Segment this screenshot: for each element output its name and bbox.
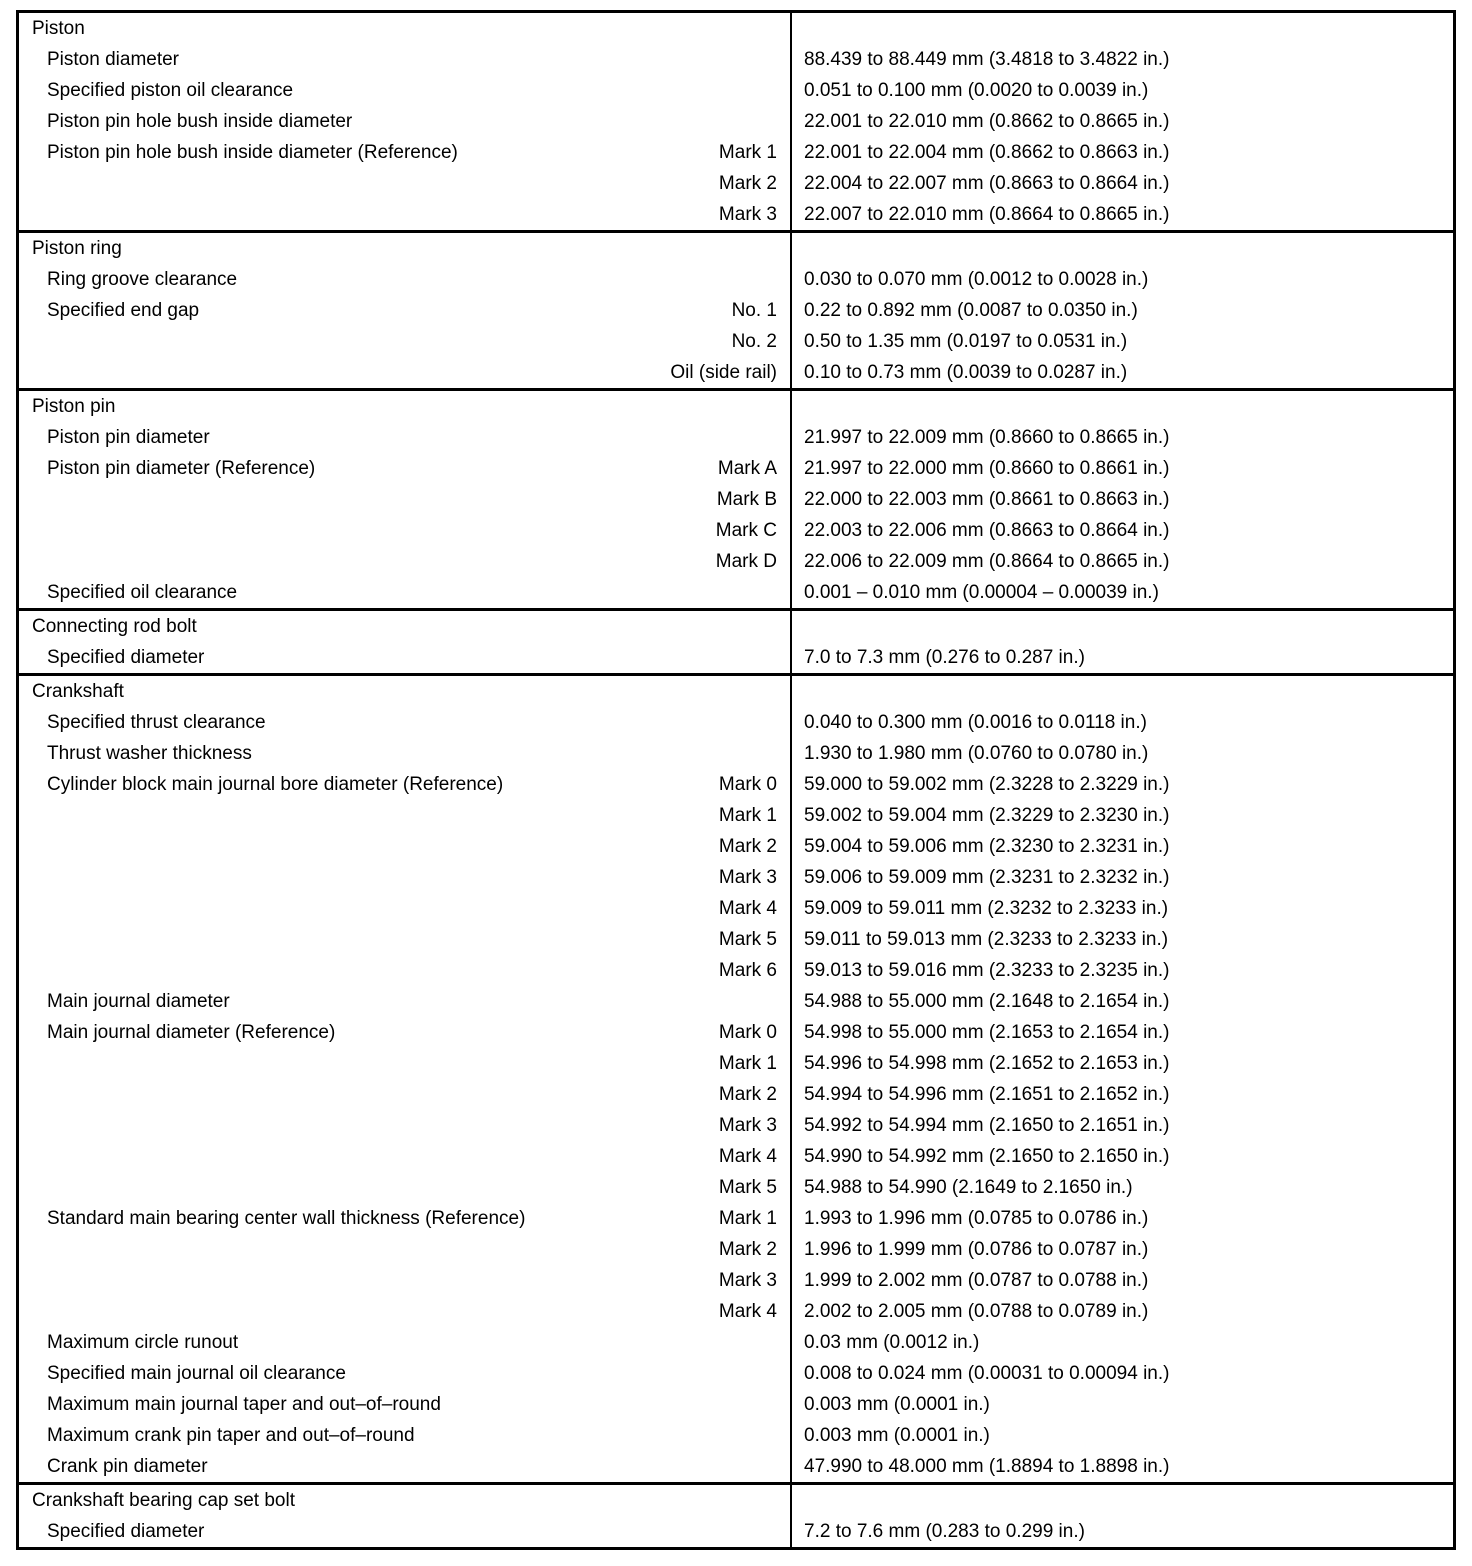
spec-row [19,1172,1453,1203]
mark-label: Mark 1 [718,1052,777,1074]
spec-item-cell [19,1451,790,1482]
spec-label: Crank pin diameter [47,1455,208,1477]
spec-item-cell [19,738,790,769]
spec-row [19,707,1453,738]
spec-item-cell [19,1485,790,1516]
spec-value-cell [790,1079,1453,1110]
spec-value-cell [790,13,1453,44]
spec-value: 1.993 to 1.996 mm (0.0785 to 0.0786 in.) [804,1207,1149,1229]
spec-value: 0.008 to 0.024 mm (0.00031 to 0.00094 in.) [804,1362,1170,1384]
spec-value: 1.999 to 2.002 mm (0.0787 to 0.0788 in.) [804,1269,1149,1291]
spec-value-cell [790,422,1453,453]
spec-value-cell [790,707,1453,738]
spec-value-cell [790,986,1453,1017]
spec-row [19,1203,1453,1234]
spec-item-cell [19,1017,790,1048]
mark-label: Mark 4 [718,897,777,919]
spec-row [19,1265,1453,1296]
spec-row [19,264,1453,295]
spec-value-cell [790,199,1453,230]
spec-value: 54.994 to 54.996 mm (2.1651 to 2.1652 in.) [804,1083,1170,1105]
spec-value: 59.004 to 59.006 mm (2.3230 to 2.3231 in.) [804,835,1170,857]
mark-label: Mark A [717,457,777,479]
spec-row [19,295,1453,326]
spec-item-cell [19,1110,790,1141]
spec-value-cell [790,893,1453,924]
spec-item-cell [19,75,790,106]
spec-value: 22.000 to 22.003 mm (0.8661 to 0.8663 in.) [804,488,1170,510]
spec-value-cell [790,1516,1453,1547]
spec-value: 0.10 to 0.73 mm (0.0039 to 0.0287 in.) [804,361,1128,383]
spec-value-cell [790,1203,1453,1234]
spec-row [19,769,1453,800]
spec-value: 0.001 – 0.010 mm (0.00004 – 0.00039 in.) [804,581,1159,603]
spec-value-cell [790,1327,1453,1358]
spec-item-cell [19,955,790,986]
spec-row [19,738,1453,769]
spec-value-cell [790,1420,1453,1451]
spec-item-cell [19,199,790,230]
spec-label: Maximum main journal taper and out–of–round [47,1393,441,1415]
section-title: Connecting rod bolt [32,615,197,637]
spec-value: 54.998 to 55.000 mm (2.1653 to 2.1654 in.) [804,1021,1170,1043]
spec-value-cell [790,264,1453,295]
spec-value: 0.003 mm (0.0001 in.) [804,1393,990,1415]
mark-label: No. 2 [731,330,777,352]
section-title: Crankshaft bearing cap set bolt [32,1489,295,1511]
spec-row [19,137,1453,168]
spec-section [19,1482,1453,1547]
spec-item-cell [19,13,790,44]
spec-label: Specified piston oil clearance [47,79,294,101]
spec-row [19,13,1453,44]
spec-row [19,924,1453,955]
spec-row [19,357,1453,388]
section-title: Piston ring [32,237,122,259]
spec-value-cell [790,738,1453,769]
spec-label: Specified oil clearance [47,581,238,603]
mark-label: Mark 2 [718,835,777,857]
spec-item-cell [19,1296,790,1327]
spec-value: 59.011 to 59.013 mm (2.3233 to 2.3233 in.) [804,928,1169,950]
spec-value-cell [790,1389,1453,1420]
spec-item-cell [19,1420,790,1451]
spec-row [19,986,1453,1017]
spec-value-cell [790,1234,1453,1265]
spec-row [19,800,1453,831]
spec-item-cell [19,707,790,738]
spec-value-cell [790,1172,1453,1203]
spec-item-cell [19,1048,790,1079]
spec-value-cell [790,233,1453,264]
spec-label: Specified thrust clearance [47,711,266,733]
spec-value: 59.009 to 59.011 mm (2.3232 to 2.3233 in.) [804,897,1169,919]
mark-label: Mark 2 [718,1083,777,1105]
spec-item-cell [19,1234,790,1265]
mark-label: Mark 5 [718,1176,777,1198]
mark-label: Mark 3 [718,203,777,225]
spec-item-cell [19,676,790,707]
spec-value-cell [790,924,1453,955]
spec-value: 0.50 to 1.35 mm (0.0197 to 0.0531 in.) [804,330,1128,352]
spec-value-cell [790,1485,1453,1516]
spec-row [19,1485,1453,1516]
spec-value-cell [790,1048,1453,1079]
section-title: Piston pin [32,395,116,417]
spec-value: 22.001 to 22.004 mm (0.8662 to 0.8663 in.) [804,141,1170,163]
spec-row [19,1079,1453,1110]
mark-label: Mark 3 [718,1269,777,1291]
mark-label: Mark 5 [718,928,777,950]
spec-row [19,199,1453,230]
spec-row [19,1234,1453,1265]
spec-item-cell [19,484,790,515]
spec-row [19,326,1453,357]
spec-value: 0.040 to 0.300 mm (0.0016 to 0.0118 in.) [804,711,1147,733]
spec-section [19,673,1453,1482]
spec-row [19,1389,1453,1420]
spec-item-cell [19,1389,790,1420]
spec-value-cell [790,106,1453,137]
spec-table [16,10,1456,1550]
spec-value-cell [790,831,1453,862]
spec-value: 22.007 to 22.010 mm (0.8664 to 0.8665 in.) [804,203,1170,225]
spec-value-cell [790,137,1453,168]
spec-row [19,391,1453,422]
spec-value-cell [790,1296,1453,1327]
mark-label: Mark 3 [718,866,777,888]
spec-value: 22.004 to 22.007 mm (0.8663 to 0.8664 in.) [804,172,1170,194]
spec-row [19,106,1453,137]
spec-row [19,577,1453,608]
spec-value-cell [790,862,1453,893]
spec-label: Specified diameter [47,1520,205,1542]
spec-label: Main journal diameter [47,990,230,1012]
spec-value-cell [790,484,1453,515]
spec-item-cell [19,831,790,862]
spec-row [19,75,1453,106]
spec-value: 22.001 to 22.010 mm (0.8662 to 0.8665 in.) [804,110,1170,132]
mark-label: Mark C [715,519,777,541]
spec-item-cell [19,1327,790,1358]
spec-row [19,1516,1453,1547]
spec-item-cell [19,1141,790,1172]
spec-value-cell [790,453,1453,484]
spec-item-cell [19,862,790,893]
spec-item-cell [19,391,790,422]
spec-label: Piston pin diameter [47,426,210,448]
spec-label: Ring groove clearance [47,268,238,290]
mark-label: Oil (side rail) [670,361,777,383]
spec-value: 88.439 to 88.449 mm (3.4818 to 3.4822 in.) [804,48,1170,70]
spec-label: Piston pin hole bush inside diameter [47,110,353,132]
spec-value-cell [790,168,1453,199]
spec-item-cell [19,893,790,924]
spec-value-cell [790,546,1453,577]
mark-label: Mark 0 [718,773,777,795]
spec-row [19,1048,1453,1079]
mark-label: No. 1 [731,299,777,321]
spec-row [19,546,1453,577]
spec-row [19,955,1453,986]
spec-value: 7.2 to 7.6 mm (0.283 to 0.299 in.) [804,1520,1085,1542]
spec-item-cell [19,1265,790,1296]
spec-row [19,1451,1453,1482]
spec-value-cell [790,326,1453,357]
spec-value: 0.003 mm (0.0001 in.) [804,1424,990,1446]
spec-item-cell [19,924,790,955]
spec-value: 0.030 to 0.070 mm (0.0012 to 0.0028 in.) [804,268,1149,290]
spec-row [19,1017,1453,1048]
spec-value-cell [790,515,1453,546]
spec-value: 54.996 to 54.998 mm (2.1652 to 2.1653 in.) [804,1052,1170,1074]
spec-value: 22.006 to 22.009 mm (0.8664 to 0.8665 in.) [804,550,1170,572]
spec-value: 21.997 to 22.009 mm (0.8660 to 0.8665 in.) [804,426,1170,448]
spec-row [19,44,1453,75]
spec-value: 22.003 to 22.006 mm (0.8663 to 0.8664 in.) [804,519,1170,541]
spec-item-cell [19,1203,790,1234]
spec-value-cell [790,1017,1453,1048]
spec-item-cell [19,233,790,264]
spec-value: 54.992 to 54.994 mm (2.1650 to 2.1651 in.) [804,1114,1170,1136]
spec-value-cell [790,1110,1453,1141]
spec-value-cell [790,642,1453,673]
spec-value-cell [790,676,1453,707]
spec-value: 54.990 to 54.992 mm (2.1650 to 2.1650 in.) [804,1145,1170,1167]
spec-section [19,388,1453,608]
spec-item-cell [19,295,790,326]
spec-section [19,608,1453,673]
mark-label: Mark 6 [718,959,777,981]
spec-row [19,1296,1453,1327]
mark-label: Mark 4 [718,1145,777,1167]
spec-value-cell [790,800,1453,831]
spec-label: Specified end gap [47,299,200,321]
spec-label: Piston pin hole bush inside diameter (Reference) [47,141,458,163]
spec-value-cell [790,1265,1453,1296]
section-title: Piston [32,17,85,39]
spec-item-cell [19,642,790,673]
spec-item-cell [19,986,790,1017]
spec-value-cell [790,357,1453,388]
spec-value-cell [790,391,1453,422]
spec-row [19,168,1453,199]
spec-row [19,676,1453,707]
spec-value-cell [790,769,1453,800]
mark-label: Mark 1 [718,804,777,826]
spec-label: Thrust washer thickness [47,742,252,764]
spec-row [19,484,1453,515]
spec-value-cell [790,577,1453,608]
spec-value-cell [790,1451,1453,1482]
spec-item-cell [19,800,790,831]
spec-label: Cylinder block main journal bore diameter (Reference) [47,773,504,795]
mark-label: Mark B [716,488,777,510]
spec-section [19,13,1453,230]
spec-row [19,893,1453,924]
spec-value: 59.002 to 59.004 mm (2.3229 to 2.3230 in.) [804,804,1170,826]
spec-value: 59.013 to 59.016 mm (2.3233 to 2.3235 in.) [804,959,1170,981]
spec-item-cell [19,1079,790,1110]
spec-value: 54.988 to 55.000 mm (2.1648 to 2.1654 in.) [804,990,1170,1012]
spec-value-cell [790,44,1453,75]
spec-value: 0.03 mm (0.0012 in.) [804,1331,980,1353]
spec-label: Piston pin diameter (Reference) [47,457,316,479]
spec-row [19,1141,1453,1172]
spec-value: 59.006 to 59.009 mm (2.3231 to 2.3232 in.) [804,866,1170,888]
mark-label: Mark D [715,550,777,572]
spec-label: Maximum crank pin taper and out–of–round [47,1424,415,1446]
spec-value-cell [790,295,1453,326]
mark-label: Mark 2 [718,172,777,194]
spec-row [19,1327,1453,1358]
spec-row [19,831,1453,862]
spec-value: 54.988 to 54.990 (2.1649 to 2.1650 in.) [804,1176,1133,1198]
spec-item-cell [19,422,790,453]
mark-label: Mark 2 [718,1238,777,1260]
spec-value: 21.997 to 22.000 mm (0.8660 to 0.8661 in.) [804,457,1170,479]
spec-value-cell [790,955,1453,986]
spec-item-cell [19,106,790,137]
spec-row [19,642,1453,673]
spec-label: Main journal diameter (Reference) [47,1021,336,1043]
spec-value: 0.22 to 0.892 mm (0.0087 to 0.0350 in.) [804,299,1138,321]
mark-label: Mark 1 [718,141,777,163]
spec-row [19,233,1453,264]
spec-value: 1.996 to 1.999 mm (0.0786 to 0.0787 in.) [804,1238,1149,1260]
spec-item-cell [19,577,790,608]
spec-item-cell [19,453,790,484]
spec-row [19,1420,1453,1451]
spec-item-cell [19,168,790,199]
spec-row [19,1110,1453,1141]
spec-value-cell [790,1358,1453,1389]
spec-row [19,453,1453,484]
spec-value-cell [790,1141,1453,1172]
spec-item-cell [19,769,790,800]
mark-label: Mark 1 [718,1207,777,1229]
spec-value: 2.002 to 2.005 mm (0.0788 to 0.0789 in.) [804,1300,1149,1322]
spec-label: Standard main bearing center wall thickness (Reference) [47,1207,526,1229]
spec-item-cell [19,264,790,295]
spec-row [19,862,1453,893]
spec-item-cell [19,1516,790,1547]
spec-item-cell [19,1358,790,1389]
spec-item-cell [19,515,790,546]
mark-label: Mark 0 [718,1021,777,1043]
spec-label: Specified diameter [47,646,205,668]
mark-label: Mark 3 [718,1114,777,1136]
spec-row [19,515,1453,546]
spec-item-cell [19,546,790,577]
spec-value: 1.930 to 1.980 mm (0.0760 to 0.0780 in.) [804,742,1149,764]
spec-row [19,1358,1453,1389]
spec-section [19,230,1453,388]
spec-label: Piston diameter [47,48,180,70]
spec-value-cell [790,75,1453,106]
spec-row [19,611,1453,642]
spec-item-cell [19,1172,790,1203]
spec-row [19,422,1453,453]
section-title: Crankshaft [32,680,124,702]
spec-value-cell [790,611,1453,642]
spec-item-cell [19,44,790,75]
spec-item-cell [19,611,790,642]
spec-label: Maximum circle runout [47,1331,239,1353]
spec-item-cell [19,357,790,388]
mark-label: Mark 4 [718,1300,777,1322]
spec-value: 0.051 to 0.100 mm (0.0020 to 0.0039 in.) [804,79,1149,101]
spec-value: 7.0 to 7.3 mm (0.276 to 0.287 in.) [804,646,1085,668]
spec-item-cell [19,326,790,357]
spec-value: 47.990 to 48.000 mm (1.8894 to 1.8898 in.) [804,1455,1170,1477]
spec-value: 59.000 to 59.002 mm (2.3228 to 2.3229 in.) [804,773,1170,795]
spec-item-cell [19,137,790,168]
spec-label: Specified main journal oil clearance [47,1362,346,1384]
